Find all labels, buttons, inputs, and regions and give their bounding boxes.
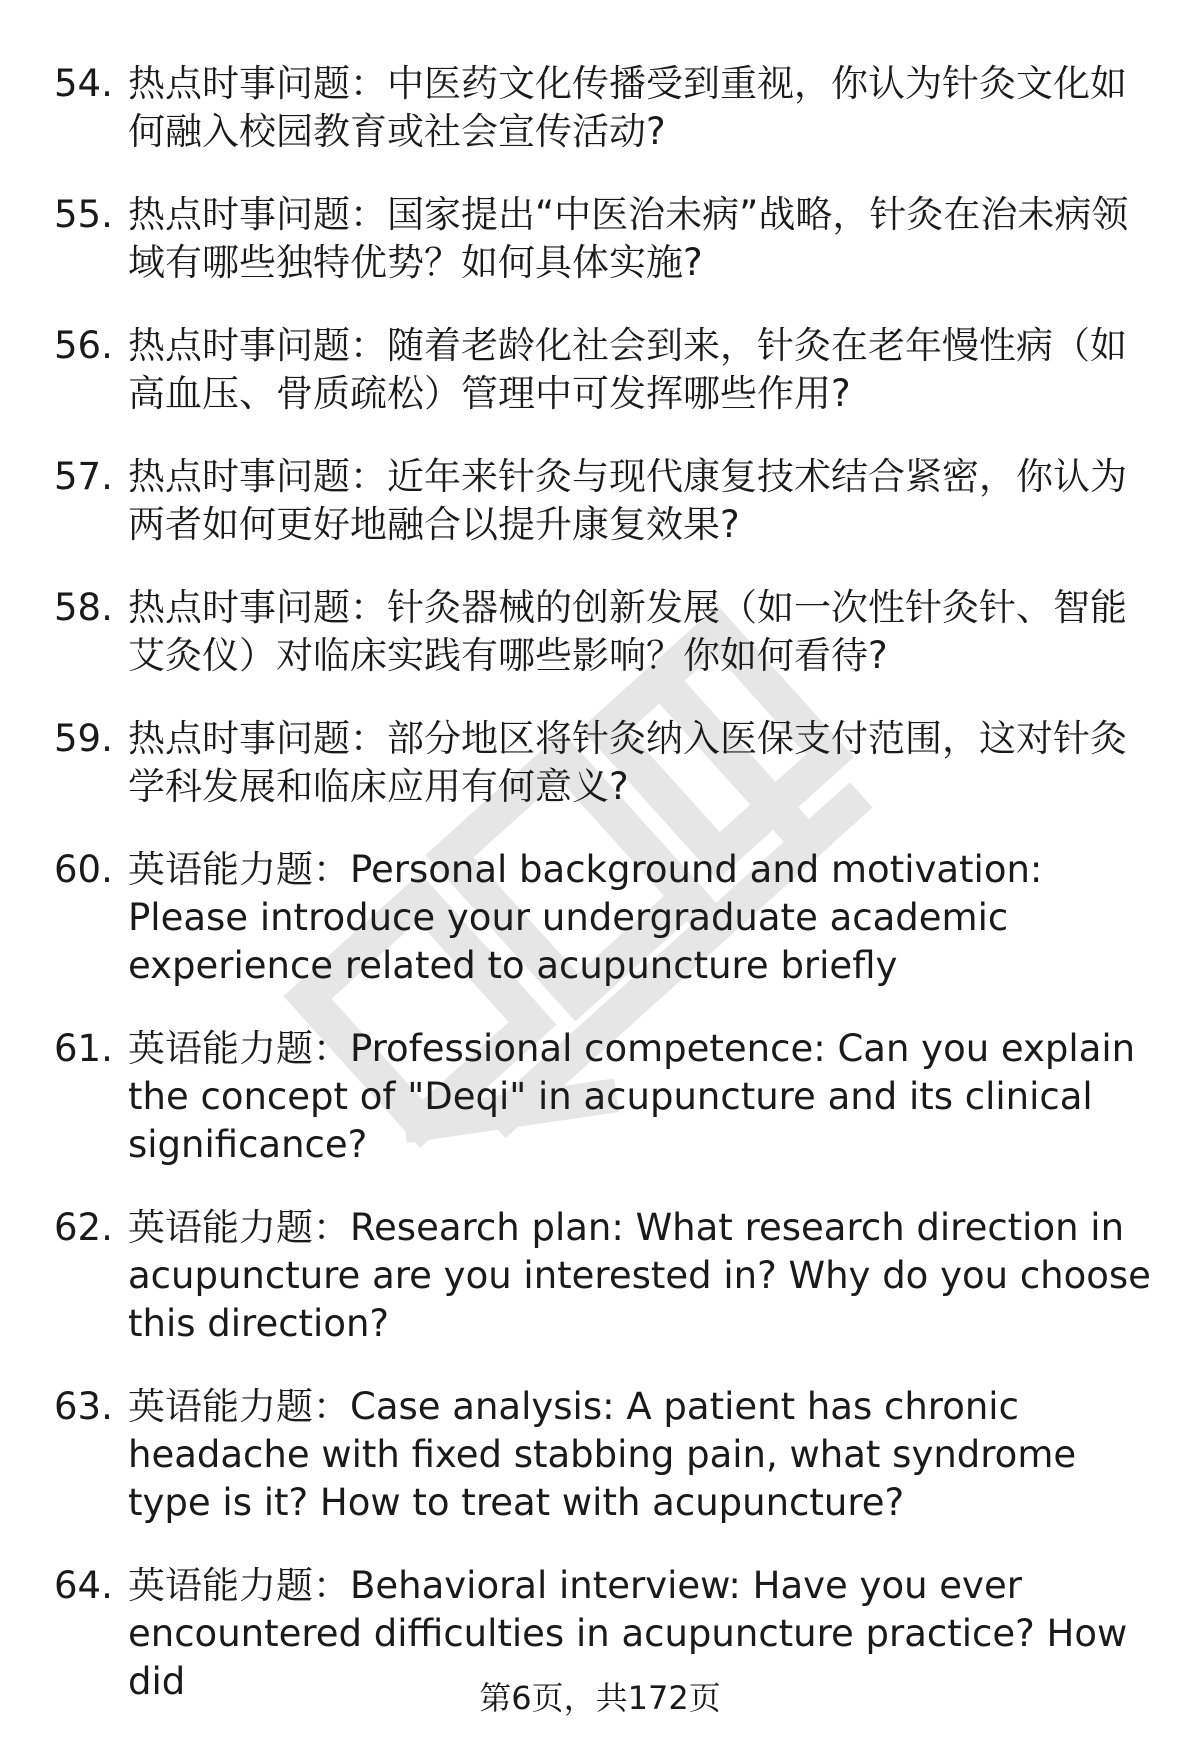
question-list	[54, 60, 1154, 1741]
question-item	[54, 322, 1154, 418]
question-number: 58.	[54, 586, 113, 629]
page-footer: 第6页，共172页	[479, 1679, 721, 1717]
question-item	[54, 1204, 1154, 1348]
question-text: 热点时事问题：国家提出“中医治未病”战略，针灸在治未病领域有哪些独特优势？如何具体实施?	[128, 193, 1129, 284]
question-number: 56.	[54, 324, 113, 367]
question-item	[54, 846, 1154, 990]
question-text: 热点时事问题：近年来针灸与现代康复技术结合紧密，你认为两者如何更好地融合以提升康复效果?	[128, 455, 1127, 546]
question-text: 英语能力题：Research plan: What research direction in acupuncture are you interested in? Why do you choose this direction?	[128, 1206, 1151, 1345]
question-text: 英语能力题：Personal background and motivation: Please introduce your undergraduate academic experience related to acupuncture briefly	[128, 848, 1043, 987]
question-text: 热点时事问题：随着老龄化社会到来，针灸在老年慢性病（如高血压、骨质疏松）管理中可发挥哪些作用?	[128, 324, 1127, 415]
question-number: 64.	[54, 1564, 113, 1607]
question-number: 60.	[54, 848, 113, 891]
question-number: 55.	[54, 193, 113, 236]
question-item	[54, 453, 1154, 549]
question-text: 热点时事问题：部分地区将针灸纳入医保支付范围，这对针灸学科发展和临床应用有何意义?	[128, 717, 1127, 808]
question-text: 英语能力题：Behavioral interview: Have you ever encountered difficulties in acupuncture practice? How did	[128, 1564, 1128, 1703]
question-item	[54, 1025, 1154, 1169]
question-number: 62.	[54, 1206, 113, 1249]
question-item	[54, 715, 1154, 811]
question-text: 英语能力题：Professional competence: Can you explain the concept of "Deqi" in acupuncture and its clinical significance?	[128, 1027, 1136, 1166]
question-number: 61.	[54, 1027, 113, 1070]
question-number: 63.	[54, 1385, 113, 1428]
question-text: 热点时事问题：针灸器械的创新发展（如一次性针灸针、智能艾灸仪）对临床实践有哪些影响？你如何看待?	[128, 586, 1127, 677]
question-number: 57.	[54, 455, 113, 498]
question-number: 54.	[54, 62, 113, 105]
question-item	[54, 584, 1154, 680]
question-item	[54, 60, 1154, 156]
question-text: 热点时事问题：中医药文化传播受到重视，你认为针灸文化如何融入校园教育或社会宣传活动?	[128, 62, 1127, 153]
question-text: 英语能力题：Case analysis: A patient has chronic headache with fixed stabbing pain, what syndrome type is it? How to treat with acupuncture?	[128, 1385, 1077, 1524]
question-item	[54, 1383, 1154, 1527]
question-item	[54, 191, 1154, 287]
question-number: 59.	[54, 717, 113, 760]
